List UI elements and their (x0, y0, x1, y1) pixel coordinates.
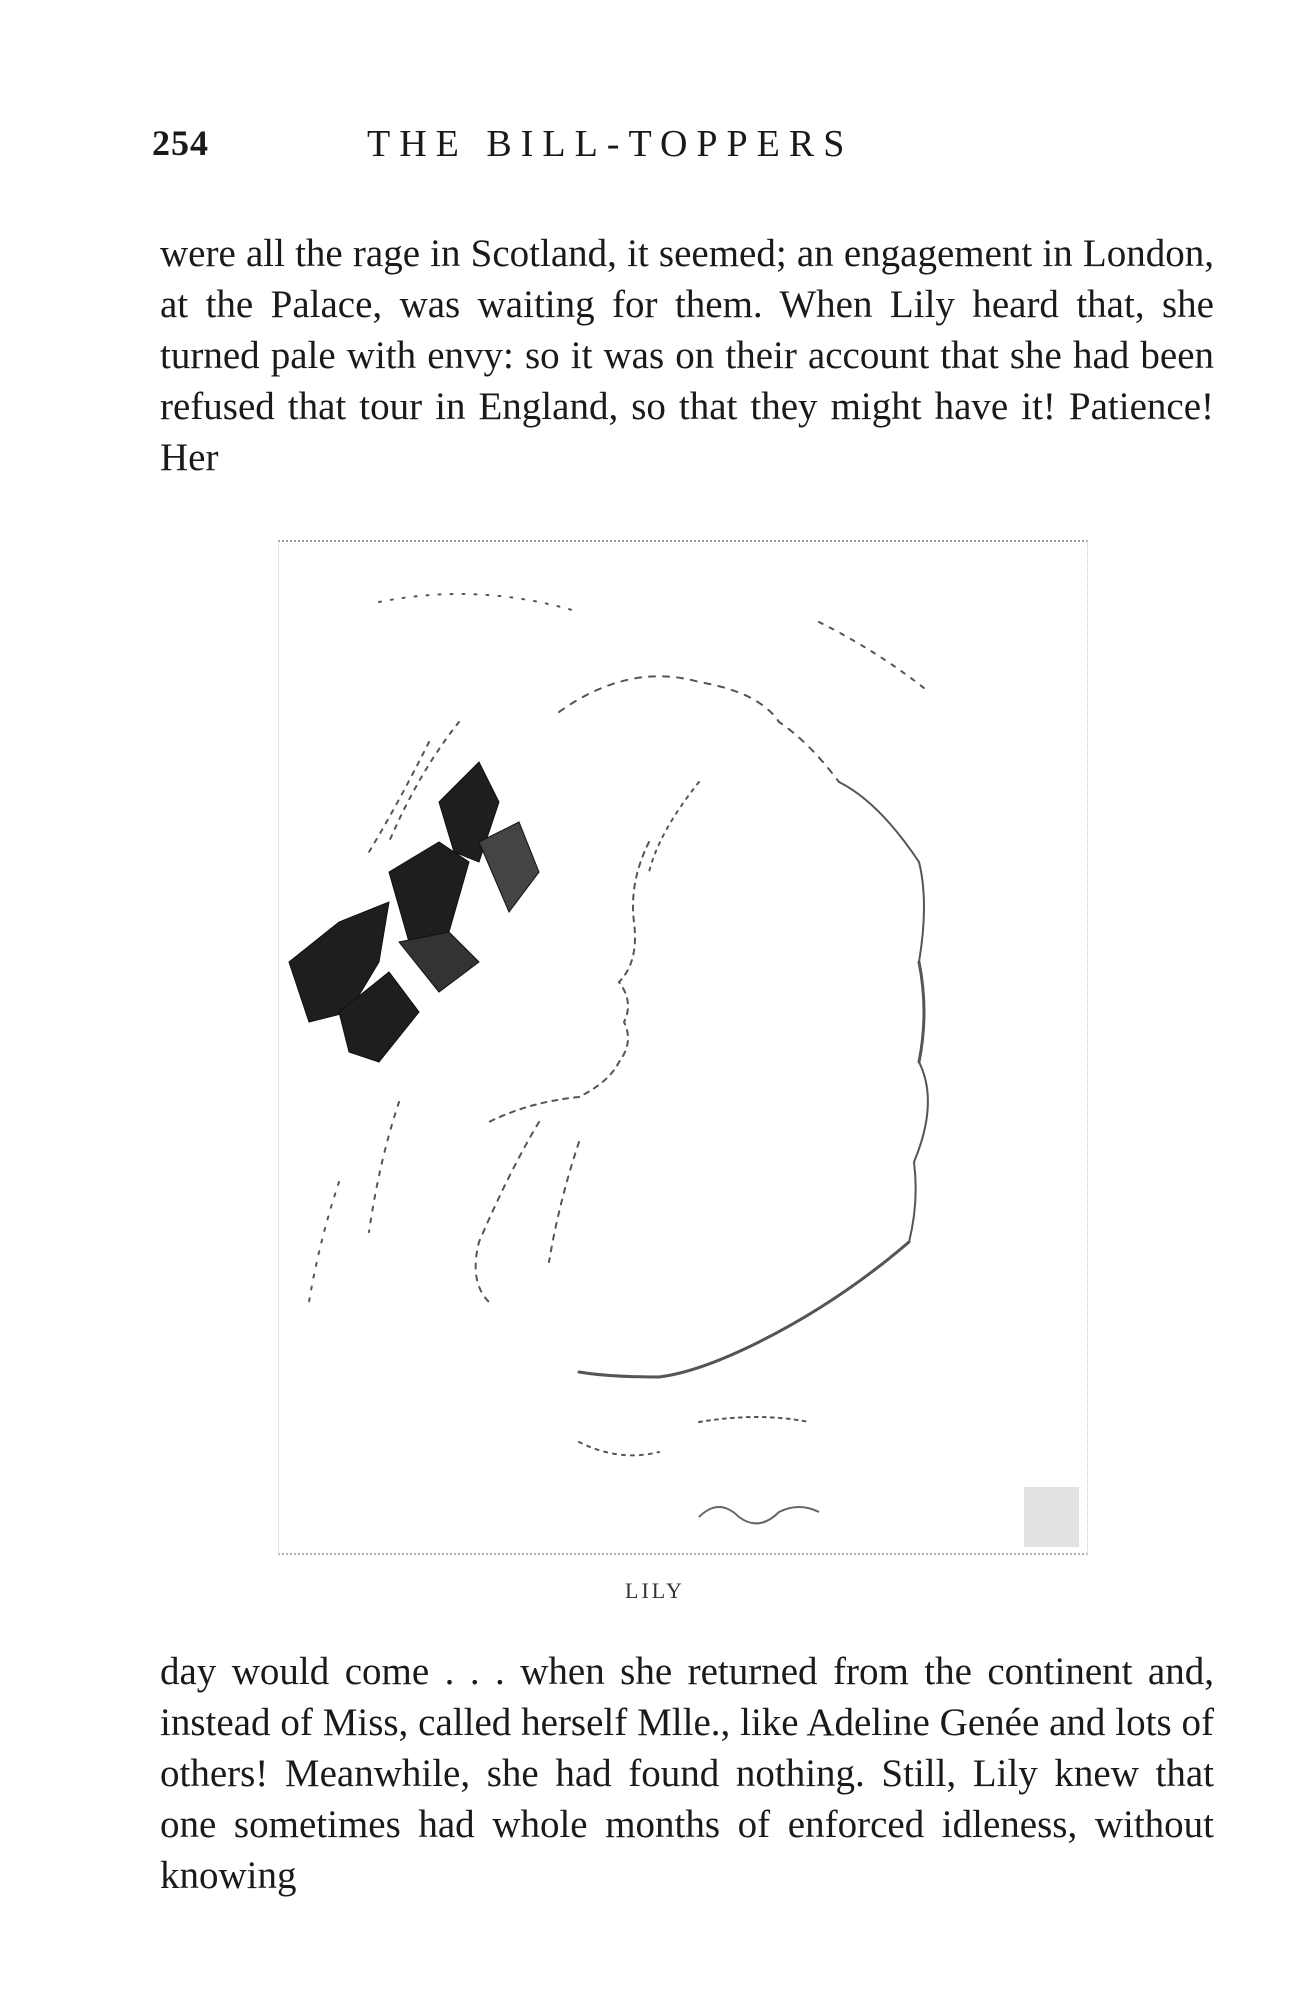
illustration-caption: LILY (625, 1578, 685, 1603)
portrait-sketch (279, 542, 1087, 1555)
page-number: 254 (152, 123, 209, 163)
body-paragraph-bottom: day would come . . . when she returned from the continent and, instead of Miss, called herself Mlle., like Adeline Genée and lots of others! Meanwhile, she had found nothing. Still, Lily knew that one sometimes had whole months of enforced idleness, without knowing (160, 1650, 1214, 1897)
running-title: THE BILL-TOPPERS (367, 123, 854, 165)
page-header (152, 122, 1212, 182)
body-paragraph-top: were all the rage in Scotland, it seemed; an engagement in London, at the Palace, was waiting for them. When Lily heard that, she turned pale with envy: so it was on their account that she had been refused that tour in England, so that they might have it! Patience! Her (160, 232, 1214, 479)
illustration-plate (278, 540, 1088, 1555)
